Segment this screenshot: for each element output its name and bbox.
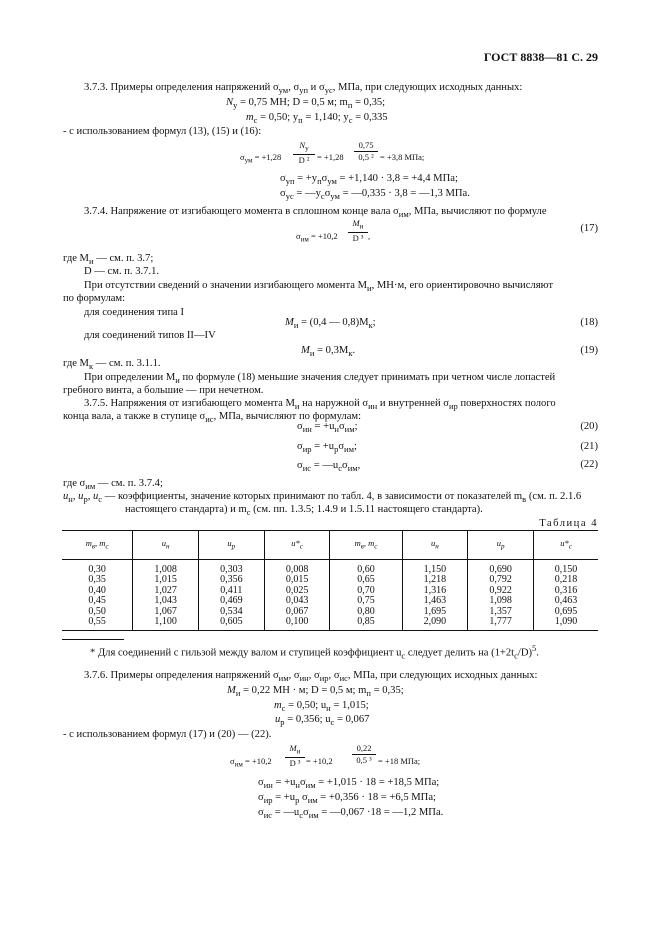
col-header: $m_в$, $m_с$ [62, 531, 133, 560]
table-cell: 0,55 [88, 616, 106, 628]
table-cell: 0,463 [554, 595, 578, 607]
footnote-divider [62, 639, 124, 640]
s374-formula19: $M_и = 0,3M_к$. [301, 345, 356, 359]
s374-para2c: гребного винта, а большие — при нечетном. [63, 385, 264, 396]
table4-col [133, 560, 199, 631]
s373-formula3: $\sigma_{ус}$ = $—y_с\sigma_{ум}$ = —0,335 · 3,8 = —1,3 МПа. [280, 188, 470, 202]
table-cell: 0,469 [220, 595, 243, 607]
table-cell: 0,100 [285, 616, 309, 628]
s376-data2: $m_с = 0,50$; $u_н = 1,015$; [274, 700, 369, 714]
table-cell: 0,50 [88, 605, 106, 617]
table-cell: 0,303 [220, 564, 243, 575]
table-cell: 0,015 [285, 574, 309, 586]
table4-col [198, 560, 264, 631]
table-cell: 1,090 [554, 616, 578, 628]
table-cell: 0,534 [220, 605, 243, 617]
eq-22: (22) [580, 459, 598, 470]
s376-frac1: $M_и$ D ³ [285, 743, 305, 768]
table4 [62, 530, 598, 631]
s374-type2: для соединений типов II—IV [84, 330, 216, 341]
table-cell: 0,067 [285, 605, 309, 617]
col-header: $u_р$ [198, 531, 264, 560]
table-cell: 0,30 [88, 564, 106, 575]
s374-formula-comma: , [368, 231, 371, 241]
eq-20: (20) [580, 421, 598, 432]
col-header: $u_н$ [402, 531, 468, 560]
table-cell: 1,695 [423, 605, 447, 617]
s373-frac1: $N_у$ D ² [293, 140, 315, 165]
s374-formula: $\sigma_{им} = +10,2$ [296, 231, 338, 244]
s373-data2: $m_с = 0,50$; $y_п = 1,140$; $y_с = 0,335$ [246, 112, 388, 126]
s373-formula2: $\sigma_{уп} = +y_п\sigma_{ум} = +1,140 \cdot 3,8 = +4,4$ МПа; [280, 173, 458, 187]
s375-where3: настоящего стандарта) и $m_с$ (см. пп. 1.3.5; 1.4.9 и 1.5.11 настоящего стандарта). [125, 504, 483, 518]
s374-para2: При определении $M_и$ по формуле (18) меньшие значения следует принимать при четном числе лопастей [84, 372, 556, 386]
s375-where1: где $\sigma_{им}$ — см. п. 3.7.4; [63, 478, 163, 492]
table-cell: 0,792 [489, 574, 512, 586]
s376-using: - с использованием формул (17) и (20) — (22). [63, 729, 272, 740]
table4-col [264, 560, 330, 631]
table-cell: 0,605 [220, 616, 243, 628]
table4-col [468, 560, 534, 631]
table-cell: 1,218 [423, 574, 447, 586]
s374-para1: При отсутствии сведений о значении изгибающего момента $M_и$, МН·м, его ориентировочно вычисляют [84, 280, 553, 294]
table-cell: 0,008 [285, 564, 309, 575]
s374-para1c: по формулам: [63, 293, 126, 304]
s375-text: 3.7.5. Напряжения от изгибающего момента $M_и$ на наружной $\sigma_{ин}$ и внутренней $\sigma_{ир}$ поверхностях полого [84, 398, 556, 412]
s374-where3: где $M_к$ — см. п. 3.1.1. [63, 358, 161, 372]
s373-using: - с использованием формул (13), (15) и (16): [63, 126, 262, 137]
page-header: ГОСТ 8838—81 С. 29 [483, 50, 598, 64]
col-header: $u_н$ [133, 531, 199, 560]
table-cell: 1,008 [154, 564, 177, 575]
table4-header-row [62, 531, 598, 560]
table4-caption: Таблица 4 [539, 518, 598, 529]
col-header: $u_р$ [468, 531, 534, 560]
table-cell: 0,75 [357, 595, 375, 607]
table-cell: 0,411 [220, 584, 243, 596]
table-cell: 0,695 [554, 605, 578, 617]
s375-formula20: $\sigma_{ин} = +u_н\sigma_{им}$; [297, 421, 358, 435]
s376-result3: $\sigma_{ис}$ = $—u_с\sigma_{им}$ = —0,067 ·18 = —1,2 МПа. [258, 807, 444, 821]
table-cell: 1,777 [489, 616, 512, 628]
table-cell: 0,043 [285, 595, 309, 607]
s374-where2: D — см. п. 3.7.1. [84, 266, 160, 277]
col-header: $u*_с$ [534, 531, 598, 560]
table-cell: 1,015 [154, 574, 177, 586]
eq-21: (21) [580, 441, 598, 452]
s376-text: 3.7.6. Примеры определения напряжений $\sigma_{им}$, $\sigma_{ин}$, $\sigma_{ир}$, $\sigma_{ис}$, МПа, при следующих исходных данных: [84, 670, 538, 684]
table-cell: 0,40 [88, 584, 106, 596]
col-header: $m_в$, $m_с$ [330, 531, 402, 560]
table-cell: 1,027 [154, 584, 177, 596]
s373-formula1-tail: = +3,8 МПа; [380, 152, 425, 162]
table-cell: 0,356 [220, 574, 243, 586]
table-cell: 1,463 [423, 595, 447, 607]
table-cell: 0,690 [489, 564, 512, 575]
table-cell: 0,45 [88, 595, 106, 607]
table-cell: 0,025 [285, 584, 309, 596]
table4-footnote: * Для соединений с гильзой между валом и ступицей коэффициент $u_с$ следует делить на $(1+2t_c/D)^5$. [90, 643, 539, 661]
table-cell: 0,85 [357, 616, 375, 628]
table-cell: 1,067 [154, 605, 177, 617]
table-cell: 1,357 [489, 605, 512, 617]
eq-17: (17) [580, 223, 598, 234]
table-cell: 0,35 [88, 574, 106, 586]
s376-result1: $\sigma_{ин} = +u_н\sigma_{им} = +1,015 \cdot 18 = +18,5$ МПа; [258, 777, 440, 791]
table4-col [330, 560, 402, 631]
table-cell: 0,316 [554, 584, 578, 596]
table-cell: 0,150 [554, 564, 578, 575]
eq-19: (19) [580, 345, 598, 356]
table-cell: 1,150 [423, 564, 447, 575]
s374-frac: $M_и$ D ³ [348, 218, 368, 243]
table-cell: 0,80 [357, 605, 375, 617]
col-header: $u*_с$ [264, 531, 330, 560]
table-cell: 0,60 [357, 564, 375, 575]
s373-formula1: $\sigma_{ум} = +1,28$ [240, 152, 282, 165]
eq-18: (18) [580, 317, 598, 328]
s373-formula1-mid: = +1,28 [317, 152, 344, 162]
table-cell: 1,098 [489, 595, 512, 607]
s374-text: 3.7.4. Напряжение от изгибающего момента в сплошном конце вала $\sigma_{им}$, МПа, вычисляют по формуле [84, 206, 547, 220]
s376-formula1-tail: = +18 МПа; [378, 756, 421, 766]
s376-data1: $M_и = 0,22$ МН · м; D = 0,5 м; $m_п = 0,35$; [227, 685, 404, 699]
s373-data1: $N_у = 0,75$ МН; D = 0,5 м; $m_п = 0,35$; [226, 97, 386, 111]
table-cell: 0,70 [357, 584, 375, 596]
s373-intro: 3.7.3. Примеры определения напряжений $\sigma_{ум}$, $\sigma_{уп}$ и $\sigma_{ус}$, МПа, при следующих исходных данных: [84, 82, 523, 96]
s374-type1: для соединения типа I [84, 307, 185, 318]
s376-result2: $\sigma_{ир} = +u_р$ $\sigma_{им} = +0,356 \cdot 18 = +6,5$ МПа; [258, 792, 436, 806]
s374-where1: где $M_и$ — см. п. 3.7; [63, 253, 154, 267]
s373-frac2: $\frac{0,75}{\text{0,5 ²}}$ [354, 140, 378, 162]
s375-text2: конца вала, а также в ступице $\sigma_{ис}$, МПа, вычисляют по формулам: [63, 411, 362, 425]
s375-formula21: $\sigma_{ир} = +u_р\sigma_{им}$; [297, 441, 357, 455]
table-cell: 1,316 [423, 584, 447, 596]
table-cell: 0,65 [357, 574, 375, 586]
s376-data3: $u_р = 0,356$; $u_с = 0,067$ [275, 714, 370, 728]
table4-col [534, 560, 598, 631]
table4-col [402, 560, 468, 631]
table-cell: 1,100 [154, 616, 177, 628]
table-cell: 0,218 [554, 574, 578, 586]
table4-col [62, 560, 133, 631]
s374-formula18: $M_и = (0,4$ — $0,8)M_к$; [285, 317, 376, 331]
table-cell: 2,090 [423, 616, 447, 628]
s375-where2: $u_н$, $u_р$, $u_с$ — коэффициенты, значение которых принимают по табл. 4, в зависимости от показателей $m_в$ (см. п. 2.1.6 [63, 491, 582, 505]
s375-formula22: $\sigma_{ис}$ = $—u_с\sigma_{им}$, [297, 460, 361, 474]
s376-frac2: $\frac{0,22}{\text{0,5 ³}}$ [352, 743, 376, 765]
table-cell: 0,922 [489, 584, 512, 596]
s376-formula1-mid: = +10,2 [306, 756, 333, 766]
table-cell: 1,043 [154, 595, 177, 607]
s376-formula1: $\sigma_{им} = +10,2$ [230, 756, 272, 769]
table4-row [62, 560, 598, 631]
